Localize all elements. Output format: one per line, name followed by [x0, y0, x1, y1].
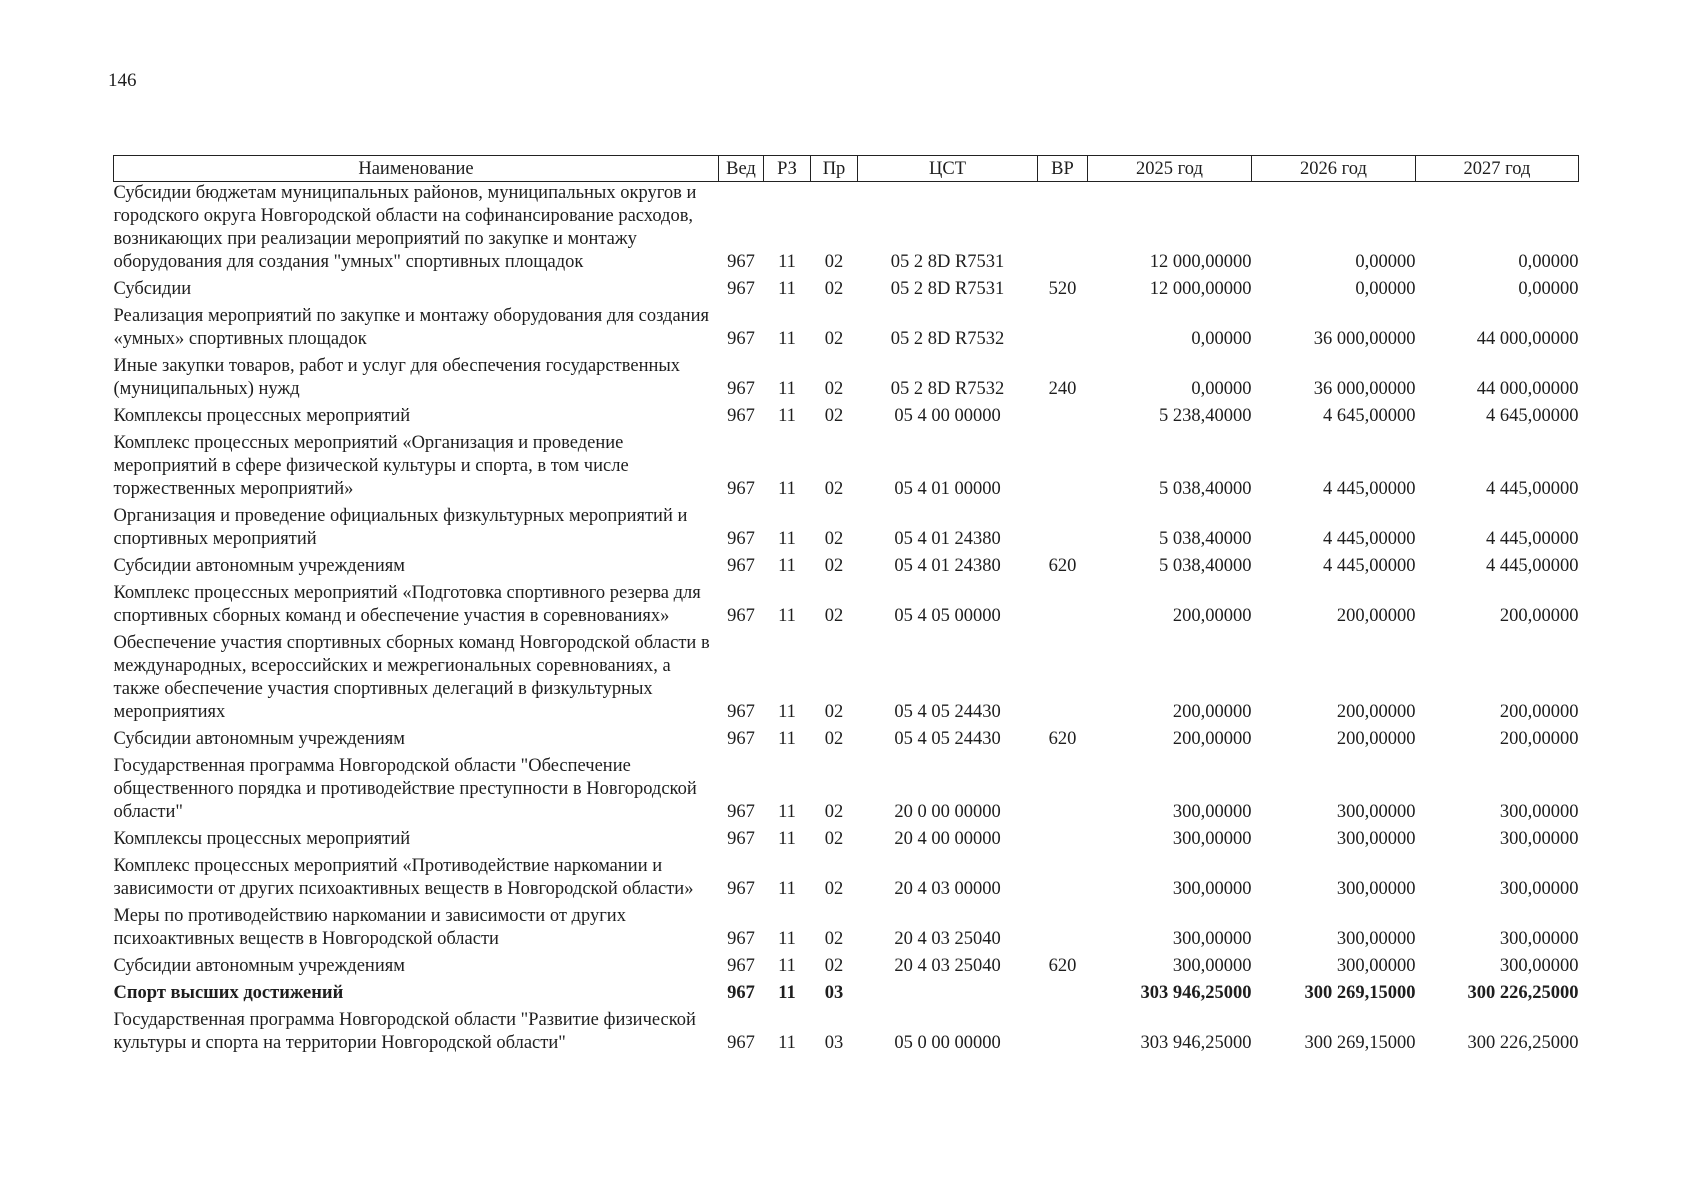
cell-ved: 967: [727, 606, 755, 626]
cell-name: Субсидии бюджетам муниципальных районов, муниципальных округов и городского округа Новгородской области на софинансирование расходов, возникающих при реализации мероприятий по закупке и монтажу оборудования для создания "умных" спортивных площадок: [113, 183, 697, 272]
cell-vr: 620: [1048, 729, 1077, 749]
cell-2026: 300,00000: [1336, 802, 1416, 822]
cell-cst: 05 0 00 00000: [894, 1033, 1001, 1053]
cell-2026: 200,00000: [1336, 729, 1416, 749]
cell-rz: 11: [778, 479, 796, 499]
table-row: [114, 755, 1579, 828]
table-row: [114, 405, 1579, 432]
cell-vr: 620: [1048, 956, 1077, 976]
cell-vr: 240: [1048, 379, 1077, 399]
cell-rz: 11: [778, 406, 796, 426]
cell-vr: [1038, 632, 1088, 728]
header-name: Наименование: [114, 156, 719, 182]
cell-pr: 02: [824, 929, 844, 949]
cell-2026: 300,00000: [1336, 829, 1416, 849]
cell-pr: 02: [824, 479, 844, 499]
cell-name: Субсидии автономным учреждениям: [113, 956, 405, 976]
cell-2026: 300 269,15000: [1304, 1033, 1416, 1053]
cell-cst: 20 4 03 00000: [894, 879, 1001, 899]
cell-2027: 4 445,00000: [1486, 479, 1579, 499]
cell-rz: 11: [778, 529, 796, 549]
cell-rz: 11: [778, 956, 796, 976]
cell-2027: 300 226,25000: [1467, 983, 1579, 1003]
cell-2025: 5 038,40000: [1159, 529, 1252, 549]
header-ved: Вед: [719, 156, 764, 182]
cell-name: Субсидии автономным учреждениям: [113, 556, 405, 576]
cell-pr: 02: [824, 379, 844, 399]
cell-2027: 300,00000: [1499, 829, 1579, 849]
cell-rz: 11: [778, 279, 796, 299]
cell-pr: 02: [824, 406, 844, 426]
cell-name: Комплексы процессных мероприятий: [113, 406, 411, 426]
table-row: [114, 828, 1579, 855]
cell-name: Государственная программа Новгородской области "Развитие физической культуры и спорта на территории Новгородской области": [113, 1010, 696, 1053]
cell-cst: 05 2 8D R7532: [890, 379, 1005, 399]
cell-2027: 300,00000: [1499, 802, 1579, 822]
page-number: 146: [108, 70, 137, 91]
cell-ved: 967: [727, 329, 755, 349]
cell-2027: 4 445,00000: [1486, 529, 1579, 549]
cell-cst: 05 4 01 24380: [894, 529, 1001, 549]
cell-pr: 02: [824, 606, 844, 626]
cell-ved: 967: [727, 279, 755, 299]
cell-vr: 520: [1048, 279, 1077, 299]
cell-ved: 967: [727, 983, 755, 1003]
cell-name: Комплексы процессных мероприятий: [113, 829, 411, 849]
cell-vr: [1038, 405, 1088, 432]
header-2026: 2026 год: [1252, 156, 1416, 182]
cell-cst: 05 4 05 24430: [894, 702, 1001, 722]
cell-name: Организация и проведение официальных физкультурных мероприятий и спортивных мероприятий: [113, 506, 688, 549]
cell-rz: 11: [778, 1033, 796, 1053]
cell-rz: 11: [778, 729, 796, 749]
cell-name: Комплекс процессных мероприятий «Противодействие наркомании и зависимости от других психоактивных веществ в Новгородской области»: [113, 856, 694, 899]
table-row: [114, 1009, 1579, 1059]
cell-vr: 620: [1048, 556, 1077, 576]
table-row: [114, 505, 1579, 555]
cell-pr: 02: [824, 529, 844, 549]
cell-rz: 11: [778, 702, 796, 722]
cell-name: Комплекс процессных мероприятий «Подготовка спортивного резерва для спортивных сборных команд и обеспечение участия в соревнованиях»: [113, 583, 701, 626]
cell-2027: 200,00000: [1499, 606, 1579, 626]
cell-cst: 05 2 8D R7531: [890, 252, 1005, 272]
cell-ved: 967: [727, 479, 755, 499]
cell-rz: 11: [778, 556, 796, 576]
cell-ved: 967: [727, 529, 755, 549]
cell-pr: 02: [824, 556, 844, 576]
cell-cst: 20 4 03 25040: [894, 929, 1001, 949]
cell-pr: 02: [824, 879, 844, 899]
cell-2025: 300,00000: [1172, 956, 1252, 976]
header-cst: ЦСТ: [858, 156, 1038, 182]
header-2025: 2025 год: [1088, 156, 1252, 182]
cell-pr: 02: [824, 729, 844, 749]
cell-rz: 11: [778, 879, 796, 899]
table-header-row: [114, 156, 1579, 182]
cell-ved: 967: [727, 879, 755, 899]
cell-rz: 11: [778, 829, 796, 849]
cell-2025: 0,00000: [1191, 379, 1252, 399]
cell-2025: 5 038,40000: [1159, 556, 1252, 576]
cell-rz: 11: [778, 252, 796, 272]
cell-vr: [1038, 982, 1088, 1009]
cell-2026: 200,00000: [1336, 702, 1416, 722]
cell-rz: 11: [778, 379, 796, 399]
cell-vr: [1038, 828, 1088, 855]
cell-pr: 03: [824, 983, 844, 1003]
cell-ved: 967: [727, 252, 755, 272]
table-row: [114, 305, 1579, 355]
cell-2027: 300,00000: [1499, 956, 1579, 976]
cell-ved: 967: [727, 802, 755, 822]
cell-rz: 11: [778, 606, 796, 626]
cell-2027: 300 226,25000: [1467, 1033, 1579, 1053]
cell-2025: 303 946,25000: [1140, 1033, 1252, 1053]
cell-2025: 200,00000: [1172, 606, 1252, 626]
cell-ved: 967: [727, 406, 755, 426]
cell-2026: 4 645,00000: [1323, 406, 1416, 426]
cell-2026: 4 445,00000: [1323, 479, 1416, 499]
cell-cst: 20 4 00 00000: [894, 829, 1001, 849]
table-row: [114, 632, 1579, 728]
cell-rz: 11: [778, 329, 796, 349]
cell-vr: [1038, 182, 1088, 279]
cell-pr: 03: [824, 1033, 844, 1053]
cell-2026: 4 445,00000: [1323, 529, 1416, 549]
cell-2025: 200,00000: [1172, 702, 1252, 722]
cell-cst: [858, 982, 1038, 1009]
table-row: [114, 955, 1579, 982]
cell-cst: 05 4 05 24430: [894, 729, 1001, 749]
cell-vr: [1038, 305, 1088, 355]
cell-rz: 11: [778, 983, 796, 1003]
cell-ved: 967: [727, 556, 755, 576]
cell-pr: 02: [824, 329, 844, 349]
cell-cst: 20 4 03 25040: [894, 956, 1001, 976]
table-row: [114, 182, 1579, 279]
cell-2027: 4 445,00000: [1486, 556, 1579, 576]
header-rz: РЗ: [764, 156, 811, 182]
cell-cst: 20 0 00 00000: [894, 802, 1001, 822]
cell-2026: 36 000,00000: [1313, 329, 1416, 349]
cell-2025: 12 000,00000: [1149, 252, 1252, 272]
cell-name: Субсидии автономным учреждениям: [113, 729, 405, 749]
cell-2025: 0,00000: [1191, 329, 1252, 349]
cell-cst: 05 4 05 00000: [894, 606, 1001, 626]
cell-2027: 0,00000: [1518, 279, 1579, 299]
cell-2027: 0,00000: [1518, 252, 1579, 272]
cell-cst: 05 4 01 24380: [894, 556, 1001, 576]
cell-pr: 02: [824, 252, 844, 272]
cell-rz: 11: [778, 929, 796, 949]
cell-pr: 02: [824, 829, 844, 849]
cell-2025: 303 946,25000: [1140, 983, 1252, 1003]
header-vr: ВР: [1038, 156, 1088, 182]
cell-ved: 967: [727, 929, 755, 949]
cell-2025: 300,00000: [1172, 802, 1252, 822]
cell-2025: 300,00000: [1172, 829, 1252, 849]
table-row: [114, 905, 1579, 955]
cell-pr: 02: [824, 702, 844, 722]
cell-2027: 200,00000: [1499, 729, 1579, 749]
cell-2026: 0,00000: [1355, 279, 1416, 299]
cell-pr: 02: [824, 802, 844, 822]
cell-ved: 967: [727, 1033, 755, 1053]
cell-2025: 5 038,40000: [1159, 479, 1252, 499]
table-body: [114, 182, 1579, 1060]
cell-vr: [1038, 905, 1088, 955]
cell-pr: 02: [824, 956, 844, 976]
header-pr: Пр: [811, 156, 858, 182]
cell-2027: 44 000,00000: [1476, 379, 1579, 399]
cell-cst: 05 2 8D R7532: [890, 329, 1005, 349]
cell-ved: 967: [727, 729, 755, 749]
cell-cst: 05 4 00 00000: [894, 406, 1001, 426]
cell-2025: 12 000,00000: [1149, 279, 1252, 299]
cell-2026: 300 269,15000: [1304, 983, 1416, 1003]
table-row: [114, 582, 1579, 632]
cell-2026: 300,00000: [1336, 879, 1416, 899]
cell-vr: [1038, 505, 1088, 555]
cell-name: Комплекс процессных мероприятий «Организация и проведение мероприятий в сфере физической культуры и спорта, в том числе торжественных мероприятий»: [113, 433, 629, 499]
cell-rz: 11: [778, 802, 796, 822]
cell-2026: 300,00000: [1336, 956, 1416, 976]
cell-2027: 44 000,00000: [1476, 329, 1579, 349]
cell-name: Субсидии: [113, 279, 192, 299]
table-row: [114, 555, 1579, 582]
cell-2026: 36 000,00000: [1313, 379, 1416, 399]
cell-2025: 200,00000: [1172, 729, 1252, 749]
cell-name: Реализация мероприятий по закупке и монтажу оборудования для создания «умных» спортивных площадок: [113, 306, 709, 349]
cell-2027: 300,00000: [1499, 879, 1579, 899]
cell-name: Государственная программа Новгородской области "Обеспечение общественного порядка и противодействие преступности в Новгородской области": [113, 756, 697, 822]
cell-2025: 300,00000: [1172, 929, 1252, 949]
cell-name: Меры по противодействию наркомании и зависимости от других психоактивных веществ в Новгородской области: [113, 906, 626, 949]
cell-cst: 05 4 01 00000: [894, 479, 1001, 499]
cell-vr: [1038, 432, 1088, 505]
cell-name: Обеспечение участия спортивных сборных команд Новгородской области в международных, всероссийских и межрегиональных соревнованиях, а также обеспечение участия спортивных делегаций в физкультурных мероприятиях: [113, 633, 710, 722]
cell-2027: 200,00000: [1499, 702, 1579, 722]
cell-2026: 0,00000: [1355, 252, 1416, 272]
table-row: [114, 355, 1579, 405]
cell-2027: 4 645,00000: [1486, 406, 1579, 426]
cell-vr: [1038, 1009, 1088, 1059]
table-row: [114, 982, 1579, 1009]
cell-2026: 300,00000: [1336, 929, 1416, 949]
cell-2026: 200,00000: [1336, 606, 1416, 626]
cell-2026: 4 445,00000: [1323, 556, 1416, 576]
cell-ved: 967: [727, 829, 755, 849]
table-row: [114, 432, 1579, 505]
cell-2025: 300,00000: [1172, 879, 1252, 899]
cell-vr: [1038, 855, 1088, 905]
table-row: [114, 855, 1579, 905]
cell-vr: [1038, 582, 1088, 632]
cell-ved: 967: [727, 379, 755, 399]
budget-table: [113, 155, 1579, 1059]
table-row: [114, 278, 1579, 305]
cell-vr: [1038, 755, 1088, 828]
cell-pr: 02: [824, 279, 844, 299]
cell-ved: 967: [727, 702, 755, 722]
table-row: [114, 728, 1579, 755]
cell-cst: 05 2 8D R7531: [890, 279, 1005, 299]
cell-name: Спорт высших достижений: [113, 983, 344, 1003]
cell-2025: 5 238,40000: [1159, 406, 1252, 426]
header-2027: 2027 год: [1416, 156, 1579, 182]
cell-name: Иные закупки товаров, работ и услуг для обеспечения государственных (муниципальных) нужд: [113, 356, 681, 399]
cell-ved: 967: [727, 956, 755, 976]
cell-2027: 300,00000: [1499, 929, 1579, 949]
